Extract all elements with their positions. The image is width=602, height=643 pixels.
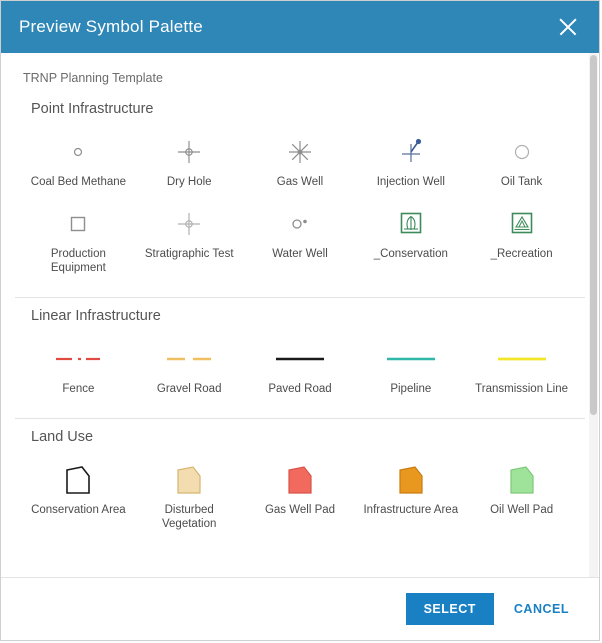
small-circle-outline-icon xyxy=(50,135,106,169)
symbol-label: Production Equipment xyxy=(50,248,106,274)
symbol-item-gravel-road[interactable] xyxy=(134,334,245,406)
square-outline-icon xyxy=(50,207,106,241)
symbol-grid xyxy=(23,121,577,287)
symbol-item-conservation[interactable] xyxy=(355,199,466,285)
symbol-label: Fence xyxy=(62,383,95,395)
symbol-label: Gas Well Pad xyxy=(264,504,336,516)
vertical-scrollbar[interactable] xyxy=(589,53,598,577)
symbol-item-gas-well-pad[interactable] xyxy=(245,455,356,541)
polygon-outline-icon xyxy=(50,463,106,497)
symbol-item-injection-well[interactable] xyxy=(355,127,466,199)
solid-line-icon xyxy=(272,342,328,376)
section-title: Land Use xyxy=(31,429,94,445)
symbol-label: Paved Road xyxy=(268,383,332,395)
symbol-item-dry-hole[interactable] xyxy=(134,127,245,199)
polygon-fill-icon xyxy=(272,463,328,497)
dashed-line-icon xyxy=(161,342,217,376)
symbol-item-paved-road[interactable] xyxy=(245,334,356,406)
symbol-item-coal-bed-methane[interactable] xyxy=(23,127,134,199)
symbol-label: Gas Well xyxy=(276,176,324,188)
section-linear-infrastructure xyxy=(1,298,599,408)
section-title: Linear Infrastructure xyxy=(31,308,161,324)
symbol-item-stratigraphic-test[interactable] xyxy=(134,199,245,285)
cancel-button[interactable]: CANCEL xyxy=(504,593,579,625)
symbol-label: Coal Bed Methane xyxy=(30,176,127,188)
symbol-item-fence[interactable] xyxy=(23,334,134,406)
starburst-icon xyxy=(272,135,328,169)
symbol-label: Water Well xyxy=(272,248,328,260)
symbol-item-water-well[interactable] xyxy=(245,199,356,285)
symbol-item-gas-well[interactable] xyxy=(245,127,356,199)
symbol-label: Infrastructure Area xyxy=(363,504,459,516)
symbol-label: Gravel Road xyxy=(156,383,222,395)
solid-line-icon xyxy=(383,342,439,376)
picnic-sign-icon xyxy=(383,207,439,241)
symbol-label: Oil Tank xyxy=(500,176,543,188)
cross-pin-icon xyxy=(161,207,217,241)
section-point-infrastructure xyxy=(1,91,599,287)
dashed-line-icon xyxy=(50,342,106,376)
dialog-footer xyxy=(1,577,599,640)
template-name: TRNP Planning Template xyxy=(23,71,163,85)
symbol-label: Pipeline xyxy=(390,383,432,395)
dialog-titlebar xyxy=(1,1,599,53)
dialog-body xyxy=(1,53,599,577)
symbol-grid xyxy=(23,449,577,543)
symbol-item-disturbed-vegetation[interactable] xyxy=(134,455,245,541)
arrow-pin-icon xyxy=(383,135,439,169)
symbol-grid xyxy=(23,328,577,408)
symbol-label: _Recreation xyxy=(490,248,553,260)
symbol-label: Transmission Line xyxy=(475,383,569,395)
solid-line-icon xyxy=(494,342,550,376)
symbol-item-transmission-line[interactable] xyxy=(466,334,577,406)
close-icon[interactable] xyxy=(555,14,581,40)
recreation-sign-icon xyxy=(494,207,550,241)
circle-outline-icon xyxy=(494,135,550,169)
polygon-fill-icon xyxy=(494,463,550,497)
scrollbar-thumb[interactable] xyxy=(590,55,597,415)
symbol-item-conservation-area[interactable] xyxy=(23,455,134,541)
symbol-label: Disturbed Vegetation xyxy=(162,504,217,530)
polygon-fill-icon xyxy=(161,463,217,497)
symbol-item-recreation[interactable] xyxy=(466,199,577,285)
circle-dot-icon xyxy=(272,207,328,241)
symbol-label: Injection Well xyxy=(376,176,445,188)
select-button[interactable]: SELECT xyxy=(406,593,494,625)
symbol-item-infrastructure-area[interactable] xyxy=(355,455,466,541)
symbol-item-oil-tank[interactable] xyxy=(466,127,577,199)
symbol-label: Oil Well Pad xyxy=(490,504,554,516)
polygon-fill-icon xyxy=(383,463,439,497)
symbol-item-oil-well-pad[interactable] xyxy=(466,455,577,541)
symbol-item-pipeline[interactable] xyxy=(355,334,466,406)
section-land-use xyxy=(1,419,599,543)
symbol-item-production-equipment[interactable] xyxy=(23,199,134,285)
symbol-label: _Conservation xyxy=(373,248,448,260)
dialog-title: Preview Symbol Palette xyxy=(19,17,203,36)
symbol-label: Dry Hole xyxy=(166,176,212,188)
symbol-label: Stratigraphic Test xyxy=(144,248,234,260)
cross-circle-icon xyxy=(161,135,217,169)
symbol-label: Conservation Area xyxy=(31,504,126,516)
section-title: Point Infrastructure xyxy=(31,101,154,117)
